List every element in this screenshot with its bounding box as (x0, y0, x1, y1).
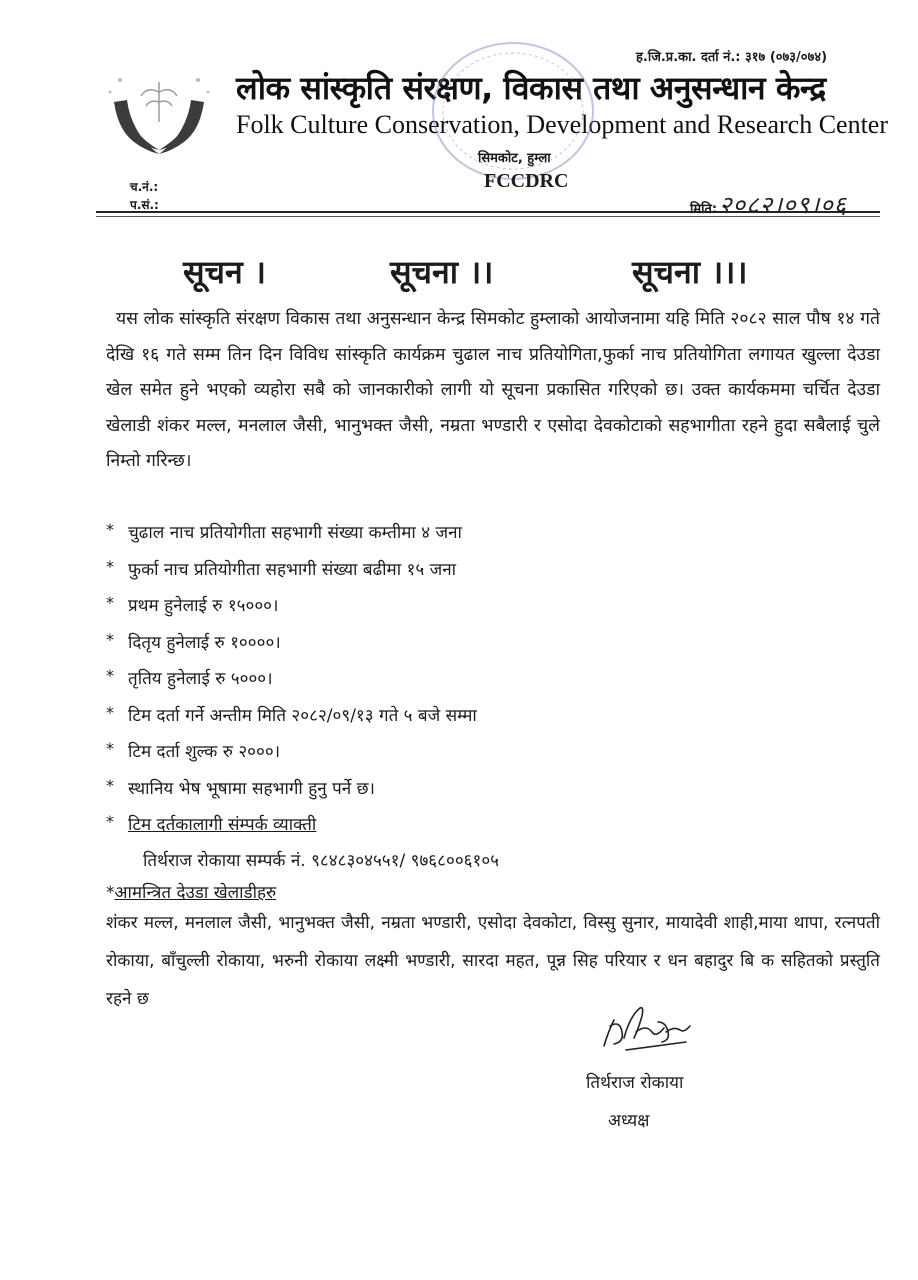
asterisk-icon: * (106, 883, 115, 903)
list-item: * फुर्का नाच प्रतियोगीता सहभागी संख्या बढीमा १५ जना (106, 556, 457, 580)
notice-heading-1: सूचन । (183, 253, 266, 291)
asterisk-icon: * (106, 556, 114, 576)
asterisk-icon: * (106, 629, 114, 649)
notice-paragraph: यस लोक सांस्कृति संरक्षण विकास तथा अनुसन्धान केन्द्र सिमकोट हुम्लाको आयोजनामा यहि मिति २०८२ साल पौष १४ गते देखि १६ गते सम्म तिन दिन विविध सांस्कृति कार्यक्रम चुढाल नाच प्रतियोगिता,फुर्का नाच प्रतियोगिता लगायत खुल्ला देउडा खेल समेत हुने भएको व्यहोरा सबै को जानकारीको लागी यो सूचना प्रकासित गरिएको छ। उक्त कार्यकममा चर्चित देउडा खेलाडी शंकर मल्ल, मनलाल जैसी, भानुभक्त जैसी, नम्रता भण्डारी र एसोदा देवकोटाको सहभागीता रहने हुदा सबैलाई चुले निम्तो गरिन्छ। (106, 309, 880, 471)
list-item: * स्थानिय भेष भूषामा सहभागी हुनु पर्ने छ। (106, 775, 375, 799)
office-location: सिमकोट, हुम्ला (478, 151, 551, 166)
contact-person: तिर्थराज रोकाया सम्पर्क नं. ९८४८३०४५५१/ ९७६८००६१०५ (143, 851, 500, 871)
asterisk-icon: * (106, 702, 114, 722)
list-item: * चुढाल नाच प्रतियोगीता सहभागी संख्या कम्तीमा ४ जना (106, 520, 462, 543)
date-label: मिति: (690, 202, 718, 217)
signatory-title: अध्यक्ष (608, 1111, 650, 1131)
list-item: * टिम दर्तकालागी संम्पर्क व्याक्ती (106, 812, 317, 835)
header-divider (96, 211, 880, 213)
list-item: * प्रथम हुनेलाई रु १५०००। (106, 593, 279, 616)
org-title-nepali: लोक सांस्कृति संरक्षण, विकास तथा अनुसन्धान केन्द्र (236, 69, 826, 107)
registration-number: ह.जि.प्र.का. दर्ता नं.: ३१७ (०७३/०७४) (636, 50, 828, 65)
org-abbreviation: FCCDRC (484, 170, 569, 192)
letter-number-label: प.सं.: (130, 198, 159, 212)
hands-logo-icon (100, 62, 218, 172)
asterisk-icon: * (106, 775, 114, 795)
list-item: * दितृय हुनेलाई रु १००००। (106, 629, 281, 653)
asterisk-icon: * (106, 666, 114, 685)
header-divider-thin (96, 216, 880, 217)
asterisk-icon: * (106, 593, 114, 612)
dispatch-number-label: च.नं.: (130, 180, 159, 194)
org-title-english: Folk Culture Conservation, Development and Research Center (236, 110, 889, 139)
notice-heading-2: सूचना ।। (390, 253, 494, 291)
invited-artists-list: शंकर मल्ल, मनलाल जैसी, भानुभक्त जैसी, नम्रता भण्डारी, एसोदा देवकोटा, विस्सु सुनार, मायादेवी शाही,माया थापा, रत्नपती रोकाया, बाँचुल्ली रोकाया, भरुनी रोकाया लक्ष्मी भण्डारी, सारदा महत, पून्न सिह परियार र धन बहादुर बि क सहितको प्रस्तुति रहने छ (106, 913, 880, 1009)
notice-bullet-list (106, 520, 866, 849)
date-value: २०८२।०९।०६ (719, 191, 848, 219)
list-item: * टिम दर्ता गर्ने अन्तीम मिति २०८२/०९/१३ गते ५ बजे सम्मा (106, 702, 477, 726)
list-item: * टिम दर्ता शुल्क रु २०००। (106, 739, 281, 762)
notice-heading-3: सूचना ।।। (632, 253, 748, 291)
signature-icon (596, 1002, 706, 1058)
asterisk-icon: * (106, 520, 114, 539)
list-item: * तृतिय हुनेलाई रु ५०००। (106, 666, 273, 689)
asterisk-icon: * (106, 739, 114, 758)
asterisk-icon: * (106, 812, 114, 831)
invited-artists-heading: *आमन्त्रित देउडा खेलाडीहरु (106, 883, 277, 903)
signatory-name: तिर्थराज रोकाया (586, 1073, 684, 1093)
